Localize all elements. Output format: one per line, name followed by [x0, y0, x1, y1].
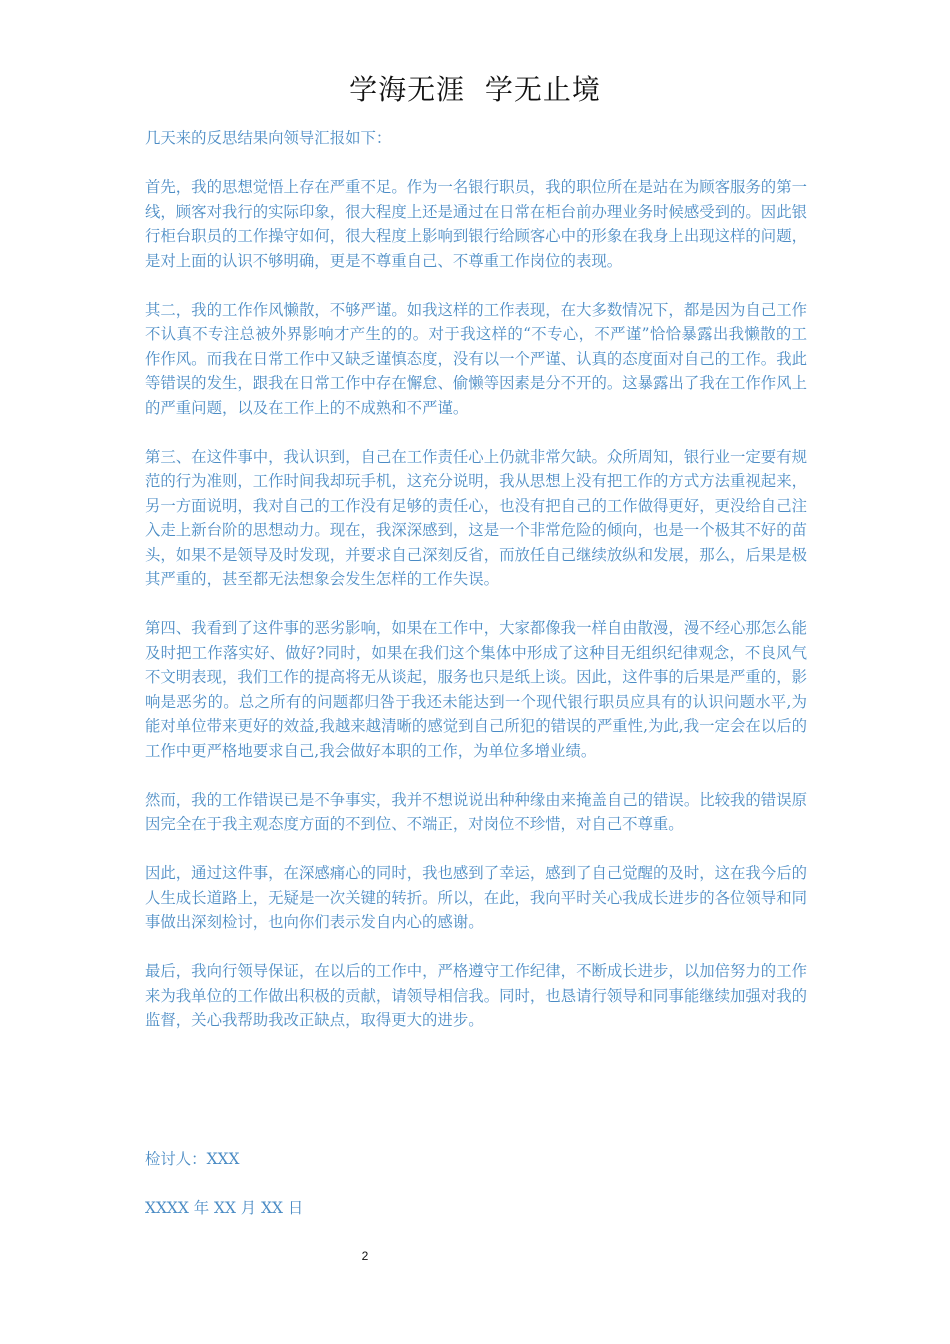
paragraph-finally: 最后，我向行领导保证，在以后的工作中，严格遵守工作纪律，不断成长进步，以加倍努力的工作来为我单位的工作做出积极的贡献，请领导相信我。同时，也恳请行领导和同事能继续加强对我的监督，关心我帮助我改正缺点，取得更大的进步。 [145, 962, 807, 1029]
paragraph-first: 首先，我的思想觉悟上存在严重不足。作为一名银行职员，我的职位所在是站在为顾客服务的第一线，顾客对我行的实际印象，很大程度上还是通过在日常在柜台前办理业务时候感受到的。因此银行柜台职员的工作操守如何，很大程度上影响到银行给顾客心中的形象在我身上出现这样的问题，是对上面的认识不够明确，更是不尊重自己、不尊重工作岗位的表现。 [145, 178, 807, 270]
paragraph-however: 然而，我的工作错误已是不争事实，我并不想说说出种种缘由来掩盖自己的错误。比较我的错误原因完全在于我主观态度方面的不到位、不端正，对岗位不珍惜，对自己不尊重。 [145, 790, 807, 833]
paragraph-fourth: 第四、我看到了这件事的恶劣影响，如果在工作中，大家都像我一样自由散漫，漫不经心那怎么能及时把工作落实好、做好?同时，如果在我们这个集体中形成了这种目无组织纪律观念，不良风气不文明表现，我们工作的提高将无从谈起，服务也只是纸上谈。因此，这件事的后果是严重的，影响是恶劣的。总之所有的问题都归咎于我还未能达到一个现代银行职员应具有的认识问题水平,为能对单位带来更好的效益,我越来越清晰的感觉到自己所犯的错误的严重性,为此,我一定会在以后的工作中更严格地要求自己,我会做好本职的工作，为单位多增业绩。 [145, 619, 807, 760]
page-number: 2 [361, 1249, 369, 1263]
date-line: XXXX 年 XX 月 XX 日 [145, 1199, 304, 1217]
document-body [145, 126, 807, 1057]
intro-paragraph: 几天来的反思结果向领导汇报如下： [145, 129, 392, 147]
paragraph-second: 其二，我的工作作风懒散，不够严谨。如我这样的工作表现，在大多数情况下，都是因为自己工作不认真不专注总被外界影响才产生的的。对于我这样的“不专心，不严谨”恰恰暴露出我懒散的工作作风。而我在日常工作中又缺乏谨慎态度，没有以一个严谨、认真的态度面对自己的工作。我此等错误的发生，跟我在日常工作中存在懈怠、偷懒等因素是分不开的。这暴露出了我在工作作风上的严重问题，以及在工作上的不成熟和不严谨。 [145, 300, 807, 417]
page-header-title: 学海无涯 学无止境 [349, 73, 601, 106]
paragraph-third: 第三、在这件事中，我认识到，自己在工作责任心上仍就非常欠缺。众所周知，银行业一定要有规范的行为准则，工作时间我却玩手机，这充分说明，我从思想上没有把工作的方式方法重视起来，另一方面说明，我对自己的工作没有足够的责任心，也没有把自己的工作做得更好，更没给自己注入走上新台阶的思想动力。现在，我深深感到，这是一个非常危险的倾向，也是一个极其不好的苗头，如果不是领导及时发现，并要求自己深刻反省，而放任自己继续放纵和发展，那么，后果是极其严重的，甚至都无法想象会发生怎样的工作失误。 [145, 447, 807, 588]
paragraph-therefore: 因此，通过这件事，在深感痛心的同时，我也感到了幸运，感到了自己觉醒的及时，这在我今后的人生成长道路上，无疑是一次关键的转折。所以，在此，我向平时关心我成长进步的各位领导和同事做出深刻检讨，也向你们表示发自内心的感谢。 [145, 864, 807, 931]
signature-line: 检讨人：XXX [145, 1150, 240, 1168]
